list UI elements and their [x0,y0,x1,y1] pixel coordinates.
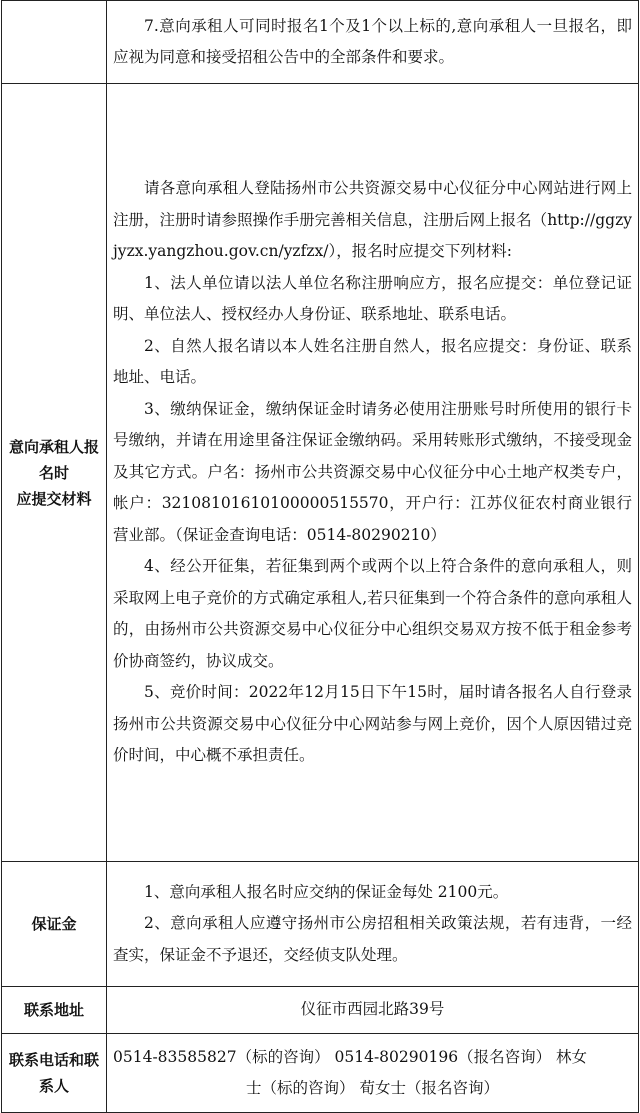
paragraph: 3、缴纳保证金，缴纳保证金时请务必使用注册账号时所使用的银行卡号缴纳，并请在用途里备注保证金缴纳码。采用转账形式缴纳，不接受现金及其它方式。户名：扬州市公共资源交易中心仪征分中心土地产权类专户，帐户：32108101610100000515570，开户行：江苏仪征农村商业银行营业部。（保证金查询电话：0514-80290210） [113,399,632,544]
label-line: 名时 [38,463,69,482]
paragraph: 5、竞价时间：2022年12月15日下午15时，届时请各报名人自行登录扬州市公共资源交易中心仪征分中心网站参与网上竞价，因个人原因错过竞价时间，中心概不承担责任。 [113,683,632,765]
address-text: 仪征市西园北路39号 [300,1000,445,1019]
paragraph: 请各意向承租人登陆扬州市公共资源交易中心仪征分中心网站进行网上注册，注册时请参照操作手册完善相关信息，注册后网上报名（http://ggzyjyzx.yangzhou.gov.cn/yzfzx/），报名时应提交下列材料: [113,179,632,261]
label-line: 联系电话和联 [8,1051,99,1069]
paragraph: 2、意向承租人应遵守扬州市公房招租相关政策法规，若有违背，一经查实，保证金不予退还，交经侦支队处理。 [113,914,632,964]
label-line: 系人 [38,1077,69,1095]
row-content [107,862,639,987]
paragraph: 4、经公开征集，若征集到两个或两个以上符合条件的意向承租人，则采取网上电子竞价的方式确定承租人,若只征集到一个符合条件的意向承租人的，由扬州市公共资源交易中心仪征分中心组织交易双方按不低于租金参考价协商签约，协议成交。 [113,557,632,670]
table-row [2,1,639,84]
notice-table [1,0,639,1113]
paragraph: 7.意向承租人可同时报名1个及1个以上标的,意向承租人一旦报名，即应视为同意和接受招租公告中的全部条件和要求。 [113,16,632,66]
row-label [2,84,107,862]
contact-line: 士（标的咨询） 荀女士（报名咨询） [246,1079,499,1097]
paragraph: 1、意向承租人报名时应交纳的保证金每处 2100元。 [144,882,509,901]
table-row [2,987,639,1034]
row-label [2,987,107,1034]
label-line: 应提交材料 [16,489,92,508]
row-label-empty [2,1,107,84]
paragraph: 1、法人单位请以法人单位名称注册响应方，报名应提交：单位登记证明、单位法人、授权经办人身份证、联系地址、联系电话。 [113,273,632,324]
label-line: 意向承租人报 [8,437,99,456]
paragraph: 2、自然人报名请以本人姓名注册自然人，报名应提交：身份证、联系地址、电话。 [113,336,632,387]
label-line: 保证金 [31,915,77,933]
row-content [107,987,639,1034]
table-row [2,84,639,862]
contact-line: 0514-83585827（标的咨询） 0514-80290196（报名咨询） 林女 [113,1047,588,1066]
row-content [107,84,639,862]
table-row [2,1034,639,1113]
row-content [107,1,639,84]
label-line: 联系地址 [23,1001,84,1019]
row-content [107,1034,639,1113]
row-label [2,1034,107,1113]
row-label [2,862,107,987]
table-row [2,862,639,987]
